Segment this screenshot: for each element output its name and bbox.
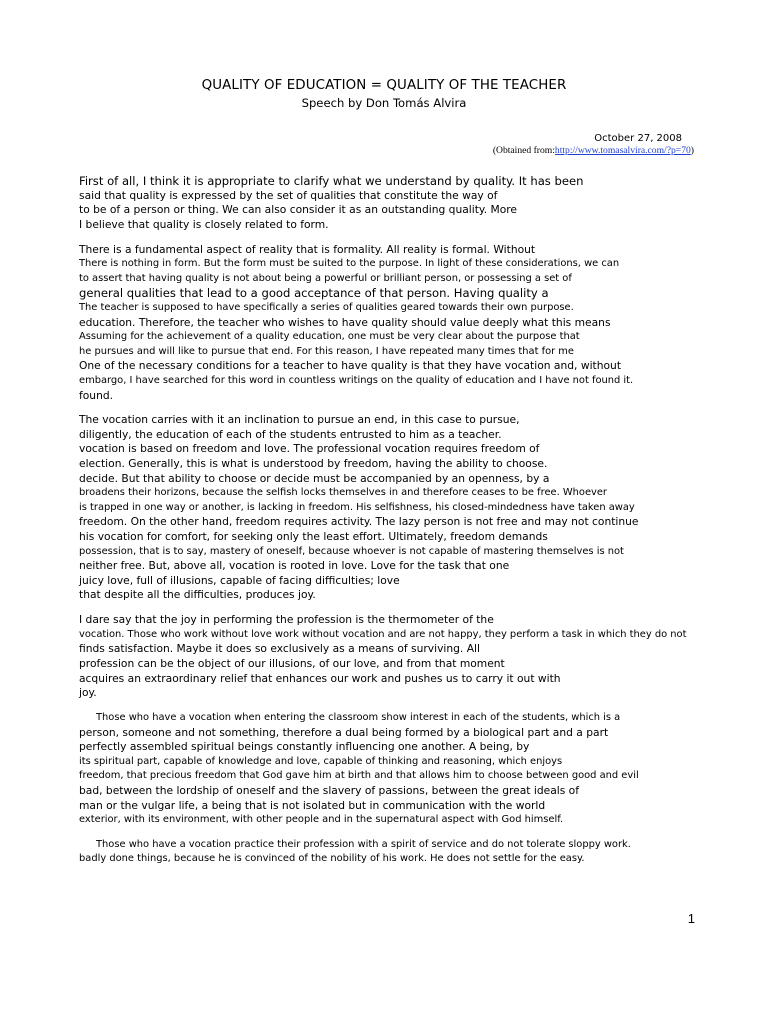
text-line: Assuming for the achievement of a quality education, one must be very clear about the purpose that xyxy=(79,331,580,343)
text-line: decide. But that ability to choose or decide must be accompanied by an openness, by a xyxy=(79,471,550,485)
text-line: that despite all the difficulties, produces joy. xyxy=(79,588,316,602)
paragraph-gap xyxy=(79,603,751,613)
paragraph xyxy=(79,243,751,404)
source-link[interactable]: http://www.tomasalvira.com/?p=70 xyxy=(554,145,691,156)
text-line: I dare say that the joy in performing the profession is the thermometer of the xyxy=(79,613,494,627)
text-line: Those who have a vocation when entering the classroom show interest in each of the students, which is a xyxy=(96,711,621,723)
text-line: finds satisfaction. Maybe it does so exclusively as a means of surviving. All xyxy=(79,642,480,656)
text-line: general qualities that lead to a good acceptance of that person. Having quality a xyxy=(79,286,549,301)
text-line: perfectly assembled spiritual beings constantly influencing one another. A being, by xyxy=(79,740,530,754)
paragraph-gap xyxy=(79,701,751,711)
text-line: vocation is based on freedom and love. The professional vocation requires freedom of xyxy=(79,442,540,456)
paragraph xyxy=(79,838,751,867)
text-line: his vocation for comfort, for seeking only the least effort. Ultimately, freedom demands xyxy=(79,530,548,544)
text-line: joy. xyxy=(79,686,97,700)
text-line: election. Generally, this is what is understood by freedom, having the ability to choose. xyxy=(79,457,548,471)
text-line: One of the necessary conditions for a teacher to have quality is that they have vocation and, without xyxy=(79,359,622,373)
text-line: he pursues and will like to pursue that end. For this reason, I have repeated many times that for me xyxy=(79,345,575,357)
text-line: said that quality is expressed by the set of qualities that constitute the way of xyxy=(79,188,498,202)
paragraph-gap xyxy=(79,403,751,413)
text-line: profession can be the object of our illusions, of our love, and from that moment xyxy=(79,656,505,670)
text-line: The teacher is supposed to have specifically a series of qualities geared towards their own purpose. xyxy=(79,301,574,313)
document-date: October 27, 2008 xyxy=(594,133,682,144)
text-line: There is a fundamental aspect of reality that is formality. All reality is formal. Without xyxy=(79,242,536,256)
text-line: First of all, I think it is appropriate to clarify what we understand by quality. It has been xyxy=(79,174,584,188)
text-line: freedom, that precious freedom that God gave him at birth and that allows him to choose between good and evil xyxy=(79,770,639,782)
text-line: man or the vulgar life, a being that is not isolated but in communication with the world xyxy=(79,798,546,812)
paragraph xyxy=(79,711,751,828)
text-line: The vocation carries with it an inclination to pursue an end, in this case to pursue, xyxy=(79,413,520,427)
text-line: badly done things, because he is convinced of the nobility of his work. He does not settle for the easy. xyxy=(79,853,585,865)
paragraph-gap xyxy=(79,828,751,838)
source-note xyxy=(493,145,694,156)
text-line: juicy love, full of illusions, capable of facing difficulties; love xyxy=(79,573,400,587)
text-line: is trapped in one way or another, is lacking in freedom. His selfishness, his closed-mindedness have taken away xyxy=(79,501,635,513)
text-line: I believe that quality is closely related to form. xyxy=(79,217,329,231)
text-line: bad, between the lordship of oneself and the slavery of passions, between the great ideals of xyxy=(79,783,579,797)
source-prefix: (Obtained from: xyxy=(492,145,555,156)
text-line: acquires an extraordinary relief that enhances our work and pushes us to carry it out with xyxy=(79,671,561,685)
text-line: person, someone and not something, therefore a dual being formed by a biological part and a part xyxy=(79,725,609,739)
document-body xyxy=(79,174,751,867)
text-line: freedom. On the other hand, freedom requires activity. The lazy person is not free and may not continue xyxy=(79,515,639,529)
document-subtitle: Speech by Don Tomás Alvira xyxy=(301,96,467,110)
text-line: There is nothing in form. But the form must be suited to the purpose. In light of these considerations, we can xyxy=(79,258,620,270)
paragraph xyxy=(79,413,751,603)
text-line: education. Therefore, the teacher who wishes to have quality should value deeply what this means xyxy=(79,315,611,329)
document-title: QUALITY OF EDUCATION = QUALITY OF THE TEACHER xyxy=(201,78,567,93)
text-line: neither free. But, above all, vocation is rooted in love. Love for the task that one xyxy=(79,559,510,573)
text-line: its spiritual part, capable of knowledge and love, capable of thinking and reasoning, which enjoys xyxy=(79,755,563,767)
source-suffix: ) xyxy=(690,145,694,156)
text-line: diligently, the education of each of the students entrusted to him as a teacher. xyxy=(79,427,502,441)
text-line: exterior, with its environment, with other people and in the supernatural aspect with God himself. xyxy=(79,814,564,826)
page-number: 1 xyxy=(687,911,695,926)
text-line: embargo, I have searched for this word in countless writings on the quality of education and I have not found it. xyxy=(79,374,634,386)
text-line: possession, that is to say, mastery of oneself, because whoever is not capable of mastering themselves is not xyxy=(79,545,624,557)
paragraph xyxy=(79,174,751,232)
text-line: broadens their horizons, because the selfish locks themselves in and therefore ceases to be free. Whoever xyxy=(79,487,607,499)
text-line: found. xyxy=(79,388,114,402)
paragraph-gap xyxy=(79,232,751,242)
text-line: to assert that having quality is not about being a powerful or brilliant person, or possessing a set of xyxy=(79,272,572,284)
text-line: Those who have a vocation practice their profession with a spirit of service and do not tolerate sloppy work. xyxy=(96,838,631,850)
paragraph xyxy=(79,613,751,701)
text-line: vocation. Those who work without love work without vocation and are not happy, they perform a task in which they do not xyxy=(79,628,687,640)
text-line: to be of a person or thing. We can also consider it as an outstanding quality. More xyxy=(79,203,517,217)
